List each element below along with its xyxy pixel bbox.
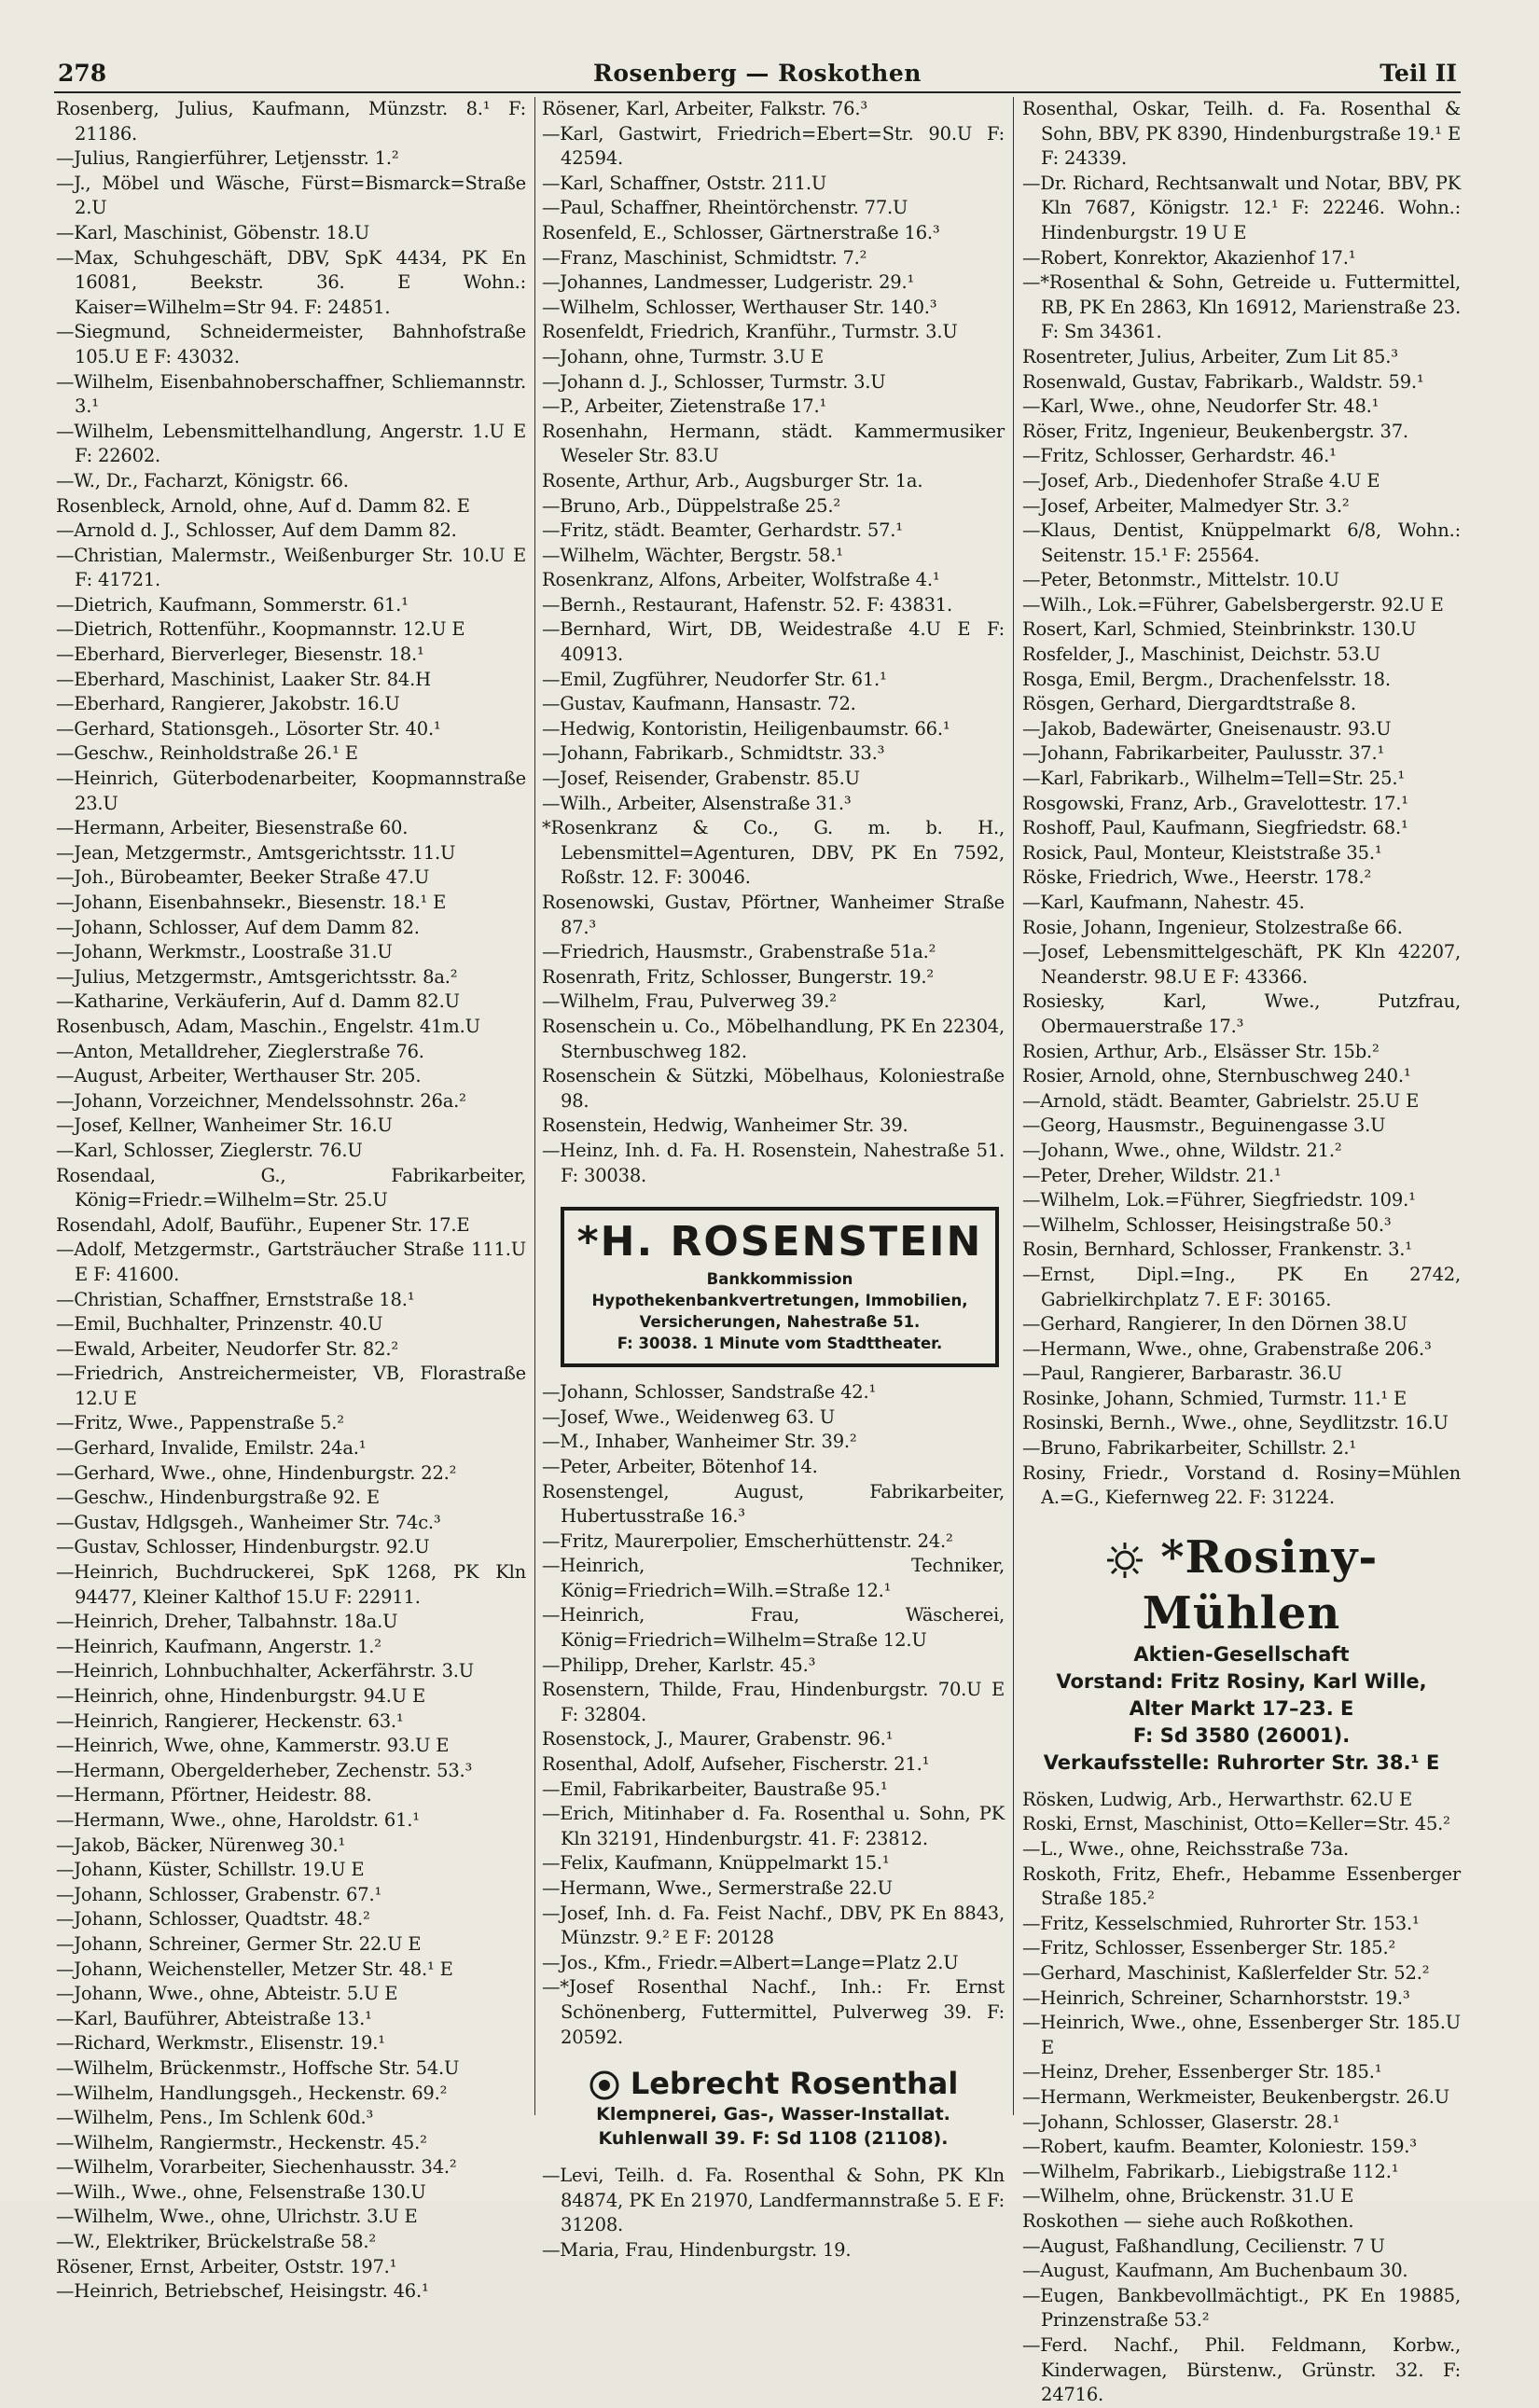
- directory-entry: —Gerhard, Wwe., ohne, Hindenburgstr. 22.²: [56, 1461, 457, 1484]
- directory-entry: —Fritz, Schlosser, Gerhardstr. 46.¹: [1022, 445, 1337, 467]
- directory-entry: —Wilhelm, Frau, Pulverweg 39.²: [542, 990, 837, 1013]
- ad-name: *Rosiny-Mühlen: [1142, 1530, 1379, 1640]
- directory-entry: —Karl, Maschinist, Göbenstr. 18.U: [56, 221, 370, 243]
- directory-entry: —August, Faßhandlung, Cecilienstr. 7 U: [1022, 2235, 1385, 2257]
- directory-entry: —Fritz, Wwe., Pappenstraße 5.²: [56, 1412, 344, 1434]
- column-divider: [1013, 97, 1014, 2115]
- directory-entry: Rosendahl, Adolf, Bauführ., Eupener Str. 17.E: [56, 1213, 470, 1236]
- directory-entry: —Josef, Reisender, Grabenstr. 85.U: [542, 768, 860, 790]
- directory-entry: —Arnold d. J., Schlosser, Auf dem Damm 82.: [56, 519, 457, 542]
- directory-entry: —Heinrich, Wwe, ohne, Kammerstr. 93.U E: [56, 1735, 450, 1757]
- ad-name: *H. ROSENSTEIN: [576, 1218, 983, 1266]
- directory-entry: —Heinrich, Schreiner, Scharnhorststr. 19.³: [1022, 1986, 1410, 2009]
- directory-entry: —Heinrich, Frau, Wäscherei, König=Friedrich=Wilhelm=Straße 12.U: [542, 1604, 1005, 1652]
- ad-line: F: 30038. 1 Minute vom Stadttheater.: [617, 1335, 943, 1353]
- directory-entry: —Georg, Hausmstr., Beguinengasse 3.U: [1022, 1114, 1386, 1137]
- directory-entry: —Heinrich, Betriebschef, Heisingstr. 46.¹: [56, 2280, 429, 2303]
- directory-entry: —Eberhard, Rangierer, Jakobstr. 16.U: [56, 693, 400, 715]
- directory-entry: —Johann, Schlosser, Grabenstr. 67.¹: [56, 1883, 382, 1905]
- directory-entry: Rösken, Ludwig, Arb., Herwarthstr. 62.U E: [1022, 1788, 1413, 1810]
- directory-entry: —Wilhelm, Fabrikarb., Liebigstraße 112.¹: [1022, 2160, 1399, 2182]
- directory-entry: —Ernst, Dipl.=Ing., PK En 2742, Gabrielkirchplatz 7. E F: 30165.: [1022, 1263, 1461, 1310]
- directory-entry: —Hermann, Pförtner, Heidestr. 88.: [56, 1784, 372, 1806]
- page-number: 278: [58, 60, 107, 87]
- directory-entry: —Karl, Kaufmann, Nahestr. 45.: [1022, 892, 1305, 913]
- directory-entry: Rosente, Arthur, Arb., Augsburger Str. 1a.: [542, 469, 923, 491]
- directory-entry: —Johann, Vorzeichner, Mendelssohnstr. 26a.²: [56, 1089, 466, 1112]
- directory-entry: Rosenschein & Sützki, Möbelhaus, Koloniestraße 98.: [542, 1065, 1005, 1112]
- directory-entry: —Gustav, Kaufmann, Hansastr. 72.: [542, 693, 856, 715]
- directory-entry: —Bruno, Arb., Düppelstraße 25.²: [542, 494, 841, 517]
- ad-line: Alter Markt 17–23. E: [1129, 1696, 1354, 1720]
- ad-line: Aktien-Gesellschaft: [1133, 1642, 1350, 1666]
- directory-entry: —W., Dr., Facharzt, Königstr. 66.: [56, 469, 349, 491]
- directory-entry: —Fritz, städt. Beamter, Gerhardstr. 57.¹: [542, 519, 903, 542]
- directory-entry: —Heinrich, ohne, Hindenburgstr. 94.U E: [56, 1685, 425, 1707]
- ad-line: F: Sd 3580 (26001).: [1132, 1723, 1351, 1747]
- directory-entry: —Erich, Mitinhaber d. Fa. Rosenthal u. Sohn, PK Kln 32191, Hindenburgstr. 41. F: 23812.: [542, 1803, 1005, 1849]
- directory-entry: Rosfelder, J., Maschinist, Deichstr. 53.U: [1022, 644, 1380, 666]
- directory-entry: —Heinrich, Dreher, Talbahnstr. 18a.U: [56, 1611, 398, 1633]
- directory-entry: —Julius, Metzgermstr., Amtsgerichtsstr. 8a.²: [56, 965, 458, 988]
- directory-entry: —Hermann, Werkmeister, Beukenbergstr. 26.U: [1022, 2085, 1449, 2108]
- directory-entry: —Peter, Arbeiter, Bötenhof 14.: [542, 1455, 818, 1477]
- directory-entry: —Josef, Arbeiter, Malmedyer Str. 3.²: [1022, 494, 1350, 517]
- directory-entry: Rosenwald, Gustav, Fabrikarb., Waldstr. 59.¹: [1022, 370, 1424, 393]
- directory-entry: —Hermann, Arbeiter, Biesenstraße 60.: [56, 817, 409, 839]
- directory-entry: —Josef, Inh. d. Fa. Feist Nachf., DBV, PK En 8843, Münzstr. 9.² E F: 20128: [542, 1902, 1005, 1949]
- directory-entry: —Robert, Konrektor, Akazienhof 17.¹: [1022, 246, 1356, 269]
- directory-entry: Rosenberg, Julius, Kaufmann, Münzstr. 8.¹ F: 21186.: [56, 98, 526, 145]
- directory-entry: —Johann, ohne, Turmstr. 3.U E: [542, 345, 825, 367]
- directory-entry: —Eberhard, Bierverleger, Biesenstr. 18.¹: [56, 644, 424, 666]
- sun-emblem-icon: [1105, 1541, 1144, 1580]
- directory-entry: —Josef, Lebensmittelgeschäft, PK Kln 42207, Neanderstr. 98.U E F: 43366.: [1022, 941, 1461, 988]
- directory-entry: —Wilh., Arbeiter, Alsenstraße 31.³: [542, 792, 852, 814]
- directory-entry: *Rosenkranz & Co., G. m. b. H., Lebensmittel=Agenturen, DBV, PK En 7592, Roßstr. 12. F: 30046.: [542, 817, 1005, 889]
- directory-entry: —Gerhard, Invalide, Emilstr. 24a.¹: [56, 1437, 367, 1460]
- directory-entry: —Levi, Teilh. d. Fa. Rosenthal & Sohn, PK Kln 84874, PK En 21970, Landfermannstraße 5. E F: 31208.: [542, 2165, 1005, 2236]
- directory-entry: —Hedwig, Kontoristin, Heiligenbaumstr. 66.¹: [542, 717, 950, 740]
- directory-entry: —Heinrich, Buchdruckerei, SpK 1268, PK Kln 94477, Kleiner Kalthof 15.U F: 22911.: [56, 1561, 526, 1608]
- directory-entry: —Arnold, städt. Beamter, Gabrielstr. 25.U E: [1022, 1089, 1420, 1112]
- directory-entry: Rosin, Bernhard, Schlosser, Frankenstr. 3.¹: [1022, 1239, 1412, 1261]
- directory-entry: —Gustav, Hdlgsgeh., Wanheimer Str. 74c.³: [56, 1511, 441, 1533]
- directory-entry: —W., Elektriker, Brückelstraße 58.²: [56, 2231, 376, 2253]
- directory-entry: Rosert, Karl, Schmied, Steinbrinkstr. 130.U: [1022, 618, 1417, 641]
- directory-entry: —Wilhelm, Schlosser, Werthauser Str. 140.³: [542, 296, 937, 318]
- directory-entry: —Dietrich, Kaufmann, Sommerstr. 61.¹: [56, 593, 409, 616]
- directory-entry: —Gerhard, Rangierer, In den Dörnen 38.U: [1022, 1313, 1407, 1335]
- directory-entry: —Paul, Rangierer, Barbarastr. 36.U: [1022, 1363, 1342, 1385]
- directory-entry: —Johann, Fabrikarbeiter, Paulusstr. 37.¹: [1022, 742, 1385, 765]
- directory-entry: —Adolf, Metzgermstr., Gartsträucher Straße 111.U E F: 41600.: [56, 1239, 526, 1285]
- directory-entry: —Heinrich, Wwe., ohne, Essenberger Str. 185.U E: [1022, 2012, 1461, 2058]
- directory-entry: —Geschw., Reinholdstraße 26.¹ E: [56, 742, 358, 765]
- directory-entry: —Josef, Arb., Diedenhofer Straße 4.U E: [1022, 469, 1380, 491]
- directory-entry: —Friedrich, Hausmstr., Grabenstraße 51a.²: [542, 941, 936, 963]
- directory-entry: —Bruno, Fabrikarbeiter, Schillstr. 2.¹: [1022, 1437, 1357, 1460]
- directory-entry: —Fritz, Maurerpolier, Emscherhüttenstr. 24.²: [542, 1529, 953, 1552]
- directory-entry: Rosiny, Friedr., Vorstand d. Rosiny=Mühlen A.=G., Kiefernweg 22. F: 31224.: [1022, 1461, 1461, 1509]
- directory-entry: Rosien, Arthur, Arb., Elsässer Str. 15b.²: [1022, 1040, 1380, 1062]
- directory-entry: Rosenstock, J., Maurer, Grabenstr. 96.¹: [542, 1728, 894, 1751]
- directory-entry: —Karl, Gastwirt, Friedrich=Ebert=Str. 90.U F: 42594.: [542, 122, 1005, 170]
- directory-entry: —Ewald, Arbeiter, Neudorfer Str. 82.²: [56, 1337, 398, 1360]
- directory-entry: —M., Inhaber, Wanheimer Str. 39.²: [542, 1431, 857, 1453]
- directory-entry: —Joh., Bürobeamter, Beeker Straße 47.U: [56, 866, 430, 889]
- directory-entry: Rosendaal, G., Fabrikarbeiter, König=Friedr.=Wilhelm=Str. 25.U: [56, 1164, 526, 1211]
- column-3-entries-b: [1022, 1788, 1461, 2408]
- directory-entry: —Wilhelm, Vorarbeiter, Siechenhausstr. 34.²: [56, 2156, 457, 2179]
- directory-entry: —Eugen, Bankbevollmächtigt., PK En 19885, Prinzenstraße 53.²: [1022, 2284, 1461, 2332]
- directory-entry: —Wilhelm, Wwe., ohne, Ulrichstr. 3.U E: [56, 2206, 418, 2228]
- directory-entry: Röser, Fritz, Ingenieur, Beukenbergstr. 37.: [1022, 420, 1408, 442]
- directory-entry: —L., Wwe., ohne, Reichsstraße 73a.: [1022, 1838, 1350, 1861]
- directory-entry: —Johann, Schlosser, Auf dem Damm 82.: [56, 916, 420, 938]
- header-rule: [54, 91, 1461, 93]
- directory-entry: —*Josef Rosenthal Nachf., Inh.: Fr. Ernst Schönenberg, Futtermittel, Pulverweg 39. F: 20592.: [542, 1976, 1005, 2048]
- directory-entry: —August, Kaufmann, Am Buchenbaum 30.: [1022, 2260, 1408, 2282]
- directory-entry: Rosenstengel, August, Fabrikarbeiter, Hubertusstraße 16.³: [542, 1480, 1005, 1528]
- directory-entry: —Karl, Bauführer, Abteistraße 13.¹: [56, 2007, 372, 2029]
- ad-line: Bankkommission: [706, 1270, 853, 1289]
- directory-entry: —Johann, Eisenbahnsekr., Biesenstr. 18.¹ E: [56, 892, 447, 913]
- directory-entry: Rösgen, Gerhard, Diergardtstraße 8.: [1022, 693, 1356, 715]
- column-3-entries-a: [1022, 97, 1461, 1511]
- directory-entry: Rosenschein u. Co., Möbelhandlung, PK En 22304, Sternbuschweg 182.: [542, 1015, 1005, 1062]
- directory-entry: —Hermann, Wwe., ohne, Grabenstraße 206.³: [1022, 1337, 1432, 1360]
- directory-entry: —Peter, Betonmstr., Mittelstr. 10.U: [1022, 569, 1339, 591]
- directory-entry: Rosenowski, Gustav, Pförtner, Wanheimer Straße 87.³: [542, 892, 1005, 938]
- directory-entry: —Johann, Werkmstr., Loostraße 31.U: [56, 941, 393, 963]
- directory-entry: —Wilhelm, Wächter, Bergstr. 58.¹: [542, 544, 843, 566]
- directory-entry: —Hermann, Wwe., Sermerstraße 22.U: [542, 1877, 893, 1899]
- directory-entry: —Hermann, Wwe., ohne, Haroldstr. 61.¹: [56, 1808, 420, 1831]
- directory-entry: Rosinke, Johann, Schmied, Turmstr. 11.¹ E: [1022, 1387, 1407, 1409]
- directory-entry: Rosgowski, Franz, Arb., Gravelottestr. 17.¹: [1022, 792, 1408, 814]
- rosenthal-ad: [542, 2065, 1005, 2151]
- directory-entry: Rosenthal, Adolf, Aufseher, Fischerstr. 21.¹: [542, 1753, 930, 1776]
- directory-entry: —Dietrich, Rottenführ., Koopmannstr. 12.U E: [56, 618, 465, 641]
- directory-entry: —Johann, Schlosser, Glaserstr. 28.¹: [1022, 2110, 1340, 2133]
- directory-entry: —Jos., Kfm., Friedr.=Albert=Lange=Platz 2.U: [542, 1951, 959, 1973]
- directory-entry: Rosie, Johann, Ingenieur, Stolzestraße 66.: [1022, 916, 1403, 938]
- directory-entry: —Karl, Schlosser, Zieglerstr. 76.U: [56, 1139, 363, 1161]
- directory-entry: —Johann, Wwe., ohne, Abteistr. 5.U E: [56, 1983, 398, 2005]
- directory-entry: —Wilhelm, Handlungsgeh., Heckenstr. 69.²: [56, 2082, 448, 2104]
- directory-entry: —Josef, Kellner, Wanheimer Str. 16.U: [56, 1114, 393, 1137]
- directory-entry: —Heinrich, Kaufmann, Angerstr. 1.²: [56, 1635, 381, 1657]
- directory-entry: —Dr. Richard, Rechtsanwalt und Notar, BBV, PK Kln 7687, Königstr. 12.¹ F: 22246. Wohn.: Hindenburgstr. 19 U E: [1022, 172, 1461, 243]
- directory-entry: Roski, Ernst, Maschinist, Otto=Keller=Str. 45.²: [1022, 1813, 1450, 1835]
- directory-entry: —Heinz, Inh. d. Fa. H. Rosenstein, Nahestraße 51. F: 30038.: [542, 1139, 1005, 1186]
- directory-entry: —Johann, Küster, Schillstr. 19.U E: [56, 1859, 365, 1881]
- column-1: [56, 97, 526, 2303]
- directory-entry: —Fritz, Schlosser, Essenberger Str. 185.²: [1022, 1937, 1396, 1959]
- directory-entry: —August, Arbeiter, Werthauser Str. 205.: [56, 1065, 422, 1087]
- rosenstein-ad: [561, 1207, 999, 1367]
- directory-entry: —Felix, Kaufmann, Knüppelmarkt 15.¹: [542, 1852, 890, 1875]
- column-3: [1022, 97, 1461, 2406]
- directory-entry: Röske, Friedrich, Wwe., Heerstr. 178.²: [1022, 866, 1372, 889]
- directory-entry: —Josef, Wwe., Weidenweg 63. U: [542, 1405, 835, 1428]
- directory-entry: —Johann d. J., Schlosser, Turmstr. 3.U: [542, 370, 886, 393]
- directory-entry: Rosenfeld, E., Schlosser, Gärtnerstraße 16.³: [542, 221, 940, 243]
- directory-entry: Rösener, Karl, Arbeiter, Falkstr. 76.³: [542, 98, 867, 119]
- directory-entry: —Wilh., Wwe., ohne, Felsenstraße 130.U: [56, 2180, 426, 2203]
- column-2-entries-c: [542, 2164, 1005, 2263]
- column-2: [542, 97, 1005, 2261]
- directory-entry: —Bernh., Restaurant, Hafenstr. 52. F: 43831.: [542, 593, 953, 616]
- directory-entry: Rosick, Paul, Monteur, Kleiststraße 35.¹: [1022, 841, 1382, 864]
- directory-entry: —Wilhelm, ohne, Brückenstr. 31.U E: [1022, 2185, 1354, 2207]
- directory-entry: Rosenhahn, Hermann, städt. Kammermusiker Weseler Str. 83.U: [542, 420, 1005, 467]
- directory-entry: —Jean, Metzgermstr., Amtsgerichtsstr. 11.U: [56, 841, 456, 864]
- directory-entry: —Wilh., Lok.=Führer, Gabelsbergerstr. 92.U E: [1022, 593, 1444, 616]
- directory-entry: Rosinski, Bernh., Wwe., ohne, Seydlitzstr. 16.U: [1022, 1412, 1449, 1434]
- directory-entry: Roskoth, Fritz, Ehefr., Hebamme Essenberger Straße 185.²: [1022, 1862, 1461, 1910]
- directory-entry: —Johann, Schreiner, Germer Str. 22.U E: [56, 1932, 422, 1955]
- directory-entry: —P., Arbeiter, Zietenstraße 17.¹: [542, 395, 827, 418]
- directory-entry: —Heinz, Dreher, Essenberger Str. 185.¹: [1022, 2061, 1382, 2083]
- directory-entry: —Gustav, Schlosser, Hindenburgstr. 92.U: [56, 1536, 430, 1558]
- directory-entry: —Johann, Weichensteller, Metzer Str. 48.¹ E: [56, 1958, 453, 1980]
- directory-entry: —Fritz, Kesselschmied, Ruhrorter Str. 153.¹: [1022, 1912, 1420, 1934]
- directory-entry: —Johann, Schlosser, Quadtstr. 48.²: [56, 1908, 370, 1931]
- directory-entry: —Wilhelm, Pens., Im Schlenk 60d.³: [56, 2107, 374, 2129]
- ad-line: Hypothekenbankvertretungen, Immobilien,: [591, 1292, 968, 1310]
- directory-entry: Rosenbleck, Arnold, ohne, Auf d. Damm 82. E: [56, 494, 470, 517]
- directory-entry: Rosentreter, Julius, Arbeiter, Zum Lit 85.³: [1022, 345, 1398, 367]
- directory-entry: —Philipp, Dreher, Karlstr. 45.³: [542, 1654, 816, 1676]
- directory-entry: —Klaus, Dentist, Knüppelmarkt 6/8, Wohn.: Seitenstr. 15.¹ F: 25564.: [1022, 519, 1461, 566]
- directory-entry: —Richard, Werkmstr., Elisenstr. 19.¹: [56, 2032, 385, 2055]
- directory-entry: —Katharine, Verkäuferin, Auf d. Damm 82.U: [56, 990, 460, 1013]
- column-2-entries-a: [542, 97, 1005, 1188]
- directory-entry: —Wilhelm, Lebensmittelhandlung, Angerstr. 1.U E F: 22602.: [56, 420, 526, 467]
- directory-entry: —Peter, Dreher, Wildstr. 21.¹: [1022, 1164, 1282, 1186]
- directory-entry: —Wilhelm, Schlosser, Heisingstraße 50.³: [1022, 1213, 1392, 1236]
- directory-entry: —Heinrich, Lohnbuchhalter, Ackerfährstr. 3.U: [56, 1660, 475, 1682]
- directory-entry: —Eberhard, Maschinist, Laaker Str. 84.H: [56, 668, 431, 690]
- ad-line: Klempnerei, Gas-, Wasser-Installat.: [596, 2104, 950, 2125]
- directory-entry: —Gerhard, Stationsgeh., Lösorter Str. 40.¹: [56, 717, 441, 740]
- directory-entry: —Jakob, Badewärter, Gneisenaustr. 93.U: [1022, 717, 1392, 740]
- directory-entry: Rosenstern, Thilde, Frau, Hindenburgstr. 70.U E F: 32804.: [542, 1679, 1005, 1725]
- directory-entry: —Paul, Schaffner, Rheintörchenstr. 77.U: [542, 197, 908, 219]
- directory-entry: —Siegmund, Schneidermeister, Bahnhofstraße 105.U E F: 43032.: [56, 321, 526, 367]
- directory-entry: —Johann, Wwe., ohne, Wildstr. 21.²: [1022, 1139, 1342, 1161]
- directory-entry: —Robert, kaufm. Beamter, Koloniestr. 159.³: [1022, 2136, 1417, 2158]
- directory-entry: —Emil, Zugführer, Neudorfer Str. 61.¹: [542, 668, 887, 690]
- directory-entry: —Franz, Maschinist, Schmidtstr. 7.²: [542, 246, 867, 269]
- directory-entry: —Karl, Wwe., ohne, Neudorfer Str. 48.¹: [1022, 395, 1380, 418]
- directory-entry: —Gerhard, Maschinist, Kaßlerfelder Str. 52.²: [1022, 1962, 1430, 1984]
- directory-entry: Rosenthal, Oskar, Teilh. d. Fa. Rosenthal & Sohn, BBV, PK 8390, Hindenburgstraße 19.¹ E F: 24339.: [1022, 98, 1461, 170]
- part-label: Teil II: [1380, 60, 1457, 87]
- ad-line: Vorstand: Fritz Rosiny, Karl Wille,: [1056, 1669, 1427, 1693]
- directory-entry: Rosenstein, Hedwig, Wanheimer Str. 39.: [542, 1114, 908, 1137]
- directory-entry: —Emil, Buchhalter, Prinzenstr. 40.U: [56, 1313, 383, 1335]
- directory-entry: Roskothen — siehe auch Roßkothen.: [1022, 2209, 1354, 2232]
- ad-name: Lebrecht Rosenthal: [630, 2066, 959, 2102]
- ad-line: Versicherungen, Nahestraße 51.: [639, 1313, 921, 1332]
- directory-entry: —Friedrich, Anstreichermeister, VB, Florastraße 12.U E: [56, 1363, 526, 1409]
- rosette-icon: [589, 2069, 620, 2101]
- column-divider: [534, 97, 535, 2115]
- directory-entry: —Anton, Metalldreher, Zieglerstraße 76.: [56, 1040, 424, 1062]
- directory-entry: —Hermann, Obergelderheber, Zechenstr. 53.³: [56, 1759, 473, 1781]
- directory-entry: Rosenfeldt, Friedrich, Kranführ., Turmstr. 3.U: [542, 321, 958, 343]
- directory-entry: —Ferd. Nachf., Phil. Feldmann, Korbw., Kinderwagen, Bürstenw., Grünstr. 32. F: 24716.: [1022, 2333, 1461, 2406]
- directory-entry: —Wilhelm, Lok.=Führer, Siegfriedstr. 109.¹: [1022, 1189, 1416, 1211]
- column-2-entries-b: [542, 1380, 1005, 2050]
- directory-entry: —Bernhard, Wirt, DB, Weidestraße 4.U E F: 40913.: [542, 618, 1005, 666]
- directory-entry: —Maria, Frau, Hindenburgstr. 19.: [542, 2238, 852, 2261]
- directory-entry: —Heinrich, Rangierer, Heckenstr. 63.¹: [56, 1709, 404, 1732]
- directory-entry: —Jakob, Bäcker, Nürenweg 30.¹: [56, 1834, 346, 1856]
- directory-entry: Rösener, Ernst, Arbeiter, Oststr. 197.¹: [56, 2255, 397, 2277]
- directory-entry: Rosenrath, Fritz, Schlosser, Bungerstr. 19.²: [542, 965, 935, 988]
- directory-entry: —Wilhelm, Rangiermstr., Heckenstr. 45.²: [56, 2131, 427, 2153]
- directory-entry: —Max, Schuhgeschäft, DBV, SpK 4434, PK En 16081, Beekstr. 36. E Wohn.: Kaiser=Wilhelm=Str 94. F: 24851.: [56, 246, 526, 318]
- ad-line: Verkaufsstelle: Ruhrorter Str. 38.¹ E: [1043, 1751, 1440, 1774]
- directory-entry: Rosga, Emil, Bergm., Drachenfelsstr. 18.: [1022, 668, 1391, 690]
- directory-entry: —Wilhelm, Eisenbahnoberschaffner, Schliemannstr. 3.¹: [56, 370, 526, 418]
- directory-entry: —*Rosenthal & Sohn, Getreide u. Futtermittel, RB, PK En 2863, Kln 16912, Marienstraße 23. F: Sm 34361.: [1022, 271, 1461, 343]
- ad-line: Kuhlenwall 39. F: Sd 1108 (21108).: [598, 2128, 949, 2150]
- directory-entry: Rosenbusch, Adam, Maschin., Engelstr. 41m.U: [56, 1015, 480, 1037]
- directory-entry: —Johann, Schlosser, Sandstraße 42.¹: [542, 1381, 877, 1404]
- running-head: Rosenberg — Roskothen: [593, 60, 922, 87]
- directory-entry: —Johannes, Landmesser, Ludgeristr. 29.¹: [542, 271, 915, 294]
- directory-entry: —Wilhelm, Brückenmstr., Hoffsche Str. 54.U: [56, 2056, 460, 2079]
- directory-entry: —Heinrich, Güterbodenarbeiter, Koopmannstraße 23.U: [56, 768, 526, 814]
- directory-entry: —Karl, Fabrikarb., Wilhelm=Tell=Str. 25.¹: [1022, 768, 1405, 790]
- directory-entry: Rosenkranz, Alfons, Arbeiter, Wolfstraße 4.¹: [542, 569, 940, 591]
- directory-entry: —Karl, Schaffner, Oststr. 211.U: [542, 172, 827, 194]
- directory-entry: —Johann, Fabrikarb., Schmidtstr. 33.³: [542, 742, 885, 765]
- directory-entry: —Emil, Fabrikarbeiter, Baustraße 95.¹: [542, 1778, 888, 1800]
- directory-entry: Rosiesky, Karl, Wwe., Putzfrau, Obermauerstraße 17.³: [1022, 990, 1461, 1037]
- directory-entry: Rosier, Arnold, ohne, Sternbuschweg 240.¹: [1022, 1065, 1411, 1087]
- directory-entry: Roshoff, Paul, Kaufmann, Siegfriedstr. 68.¹: [1022, 817, 1408, 839]
- directory-entry: —J., Möbel und Wäsche, Fürst=Bismarck=Straße 2.U: [56, 172, 526, 219]
- directory-entry: —Christian, Schaffner, Ernststraße 18.¹: [56, 1288, 415, 1310]
- directory-entry: —Julius, Rangierführer, Letjensstr. 1.²: [56, 147, 399, 170]
- directory-entry: —Heinrich, Techniker, König=Friedrich=Wilh.=Straße 12.¹: [542, 1555, 1005, 1601]
- directory-entry: —Christian, Malermstr., Weißenburger Str. 10.U E F: 41721.: [56, 544, 526, 591]
- directory-entry: —Geschw., Hindenburgstraße 92. E: [56, 1487, 380, 1509]
- rosiny-ad: [1022, 1529, 1461, 1777]
